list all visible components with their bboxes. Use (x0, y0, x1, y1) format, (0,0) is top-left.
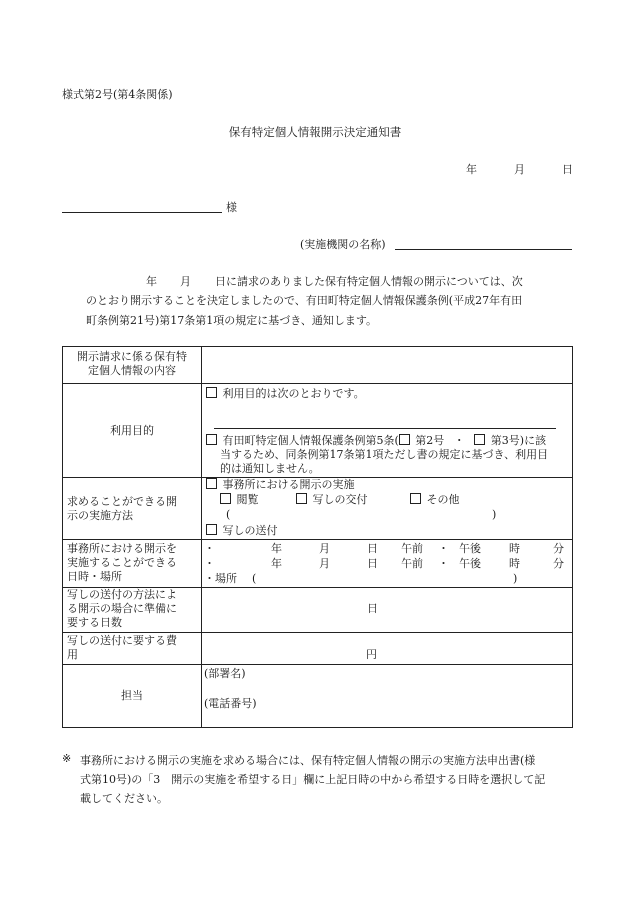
method-office[interactable]: 事務所における開示の実施 (206, 478, 355, 492)
checkbox[interactable] (206, 524, 217, 535)
checkbox[interactable] (206, 387, 217, 398)
label-contact: 担当 (63, 665, 202, 728)
checkbox[interactable] (206, 434, 217, 445)
row-purpose (63, 384, 573, 478)
label-fee: 写しの送付に要する費 用 (63, 633, 202, 665)
purpose-text-field[interactable] (214, 428, 556, 429)
body-line3: 町条例第21号)第17条第1項の規定に基づき、通知します。 (86, 314, 377, 327)
method-other[interactable]: その他 (410, 493, 460, 507)
label-method: 求めることができる開 示の実施方法 (63, 478, 202, 540)
body-month: 月 (180, 275, 191, 288)
note-line2: 式第10号)の「3 開示の実施を希望する日」欄に上記日時の中から希望する日時を選択して記 (80, 773, 546, 786)
document-title: 保有特定個人情報開示決定通知書 (228, 125, 402, 139)
value-purpose: 利用目的は次のとおりです。 有田町特定個人情報保護条例第5条( 第2号 ・ 第3号)に該 当するため、同条例第17条第1項ただし書の規定に基づき、利用目 的は通知しません。 (202, 384, 573, 478)
method-other-paren-close: ) (492, 508, 497, 521)
purpose-option-withhold[interactable]: 有田町特定個人情報保護条例第5条( 第2号 ・ 第3号)に該 (206, 434, 546, 448)
method-copy-delivery[interactable]: 写しの交付 (296, 493, 368, 507)
form-number: 様式第2号(第4条関係) (62, 88, 173, 101)
addressee-suffix: 様 (226, 201, 237, 214)
date-day-label: 日 (562, 163, 573, 176)
contact-phone: (電話番号) (204, 697, 257, 710)
row-content (63, 347, 573, 384)
body-line2: のとおり開示することを決定しましたので、有田町特定個人情報保護条例(平成27年有田 (86, 294, 523, 307)
addressee-field[interactable] (62, 212, 222, 213)
date-month-label: 月 (514, 163, 525, 176)
row-fee (63, 633, 573, 665)
checkbox[interactable] (296, 493, 307, 504)
note-line1: 事務所における開示の実施を求める場合には、保有特定個人情報の開示の実施方法申出書(様 (80, 754, 536, 767)
row-contact (63, 665, 573, 728)
note-line3: 載してください。 (80, 792, 168, 805)
date-year-label: 年 (466, 163, 477, 176)
value-method (202, 478, 573, 540)
label-datetime: 事務所における開示を 実施することができる 日時・場所 (63, 540, 202, 588)
value-prep-days[interactable]: 日 (202, 588, 573, 633)
purpose-option-notify[interactable]: 利用目的は次のとおりです。 (206, 387, 365, 401)
contact-department: (部署名) (204, 667, 246, 680)
checkbox-item3[interactable] (474, 434, 485, 445)
agency-label: (実施機関の名称) (300, 238, 386, 251)
method-other-paren-open: ( (226, 508, 231, 521)
value-contact[interactable] (202, 665, 573, 728)
checkbox-item2[interactable] (399, 434, 410, 445)
row-method (63, 478, 573, 540)
value-content[interactable] (202, 347, 573, 384)
method-mail[interactable]: 写しの送付 (206, 524, 278, 538)
note-mark: ※ (62, 752, 72, 765)
label-prep-days: 写しの送付の方法によ る開示の場合に準備に 要する日数 (63, 588, 202, 633)
body-year: 年 (146, 275, 157, 288)
disclosure-table (62, 346, 573, 728)
checkbox[interactable] (410, 493, 421, 504)
value-fee[interactable]: 円 (202, 633, 573, 665)
label-content: 開示請求に係る保有特 定個人情報の内容 (63, 347, 202, 384)
agency-name-field[interactable] (395, 249, 572, 250)
checkbox[interactable] (220, 493, 231, 504)
checkbox[interactable] (206, 478, 217, 489)
row-prep-days (63, 588, 573, 633)
method-view[interactable]: 閲覧 (220, 493, 259, 507)
row-datetime (63, 540, 573, 588)
body-line1: 日に請求のありました保有特定個人情報の開示については、次 (215, 275, 523, 288)
label-purpose: 利用目的 (63, 384, 202, 478)
value-datetime[interactable]: ・ 年 月 日 午前 ・ 午後 時 分 ・ 年 月 日 午前 ・ 午後 時 分 ・場所 ( ) (202, 540, 573, 588)
